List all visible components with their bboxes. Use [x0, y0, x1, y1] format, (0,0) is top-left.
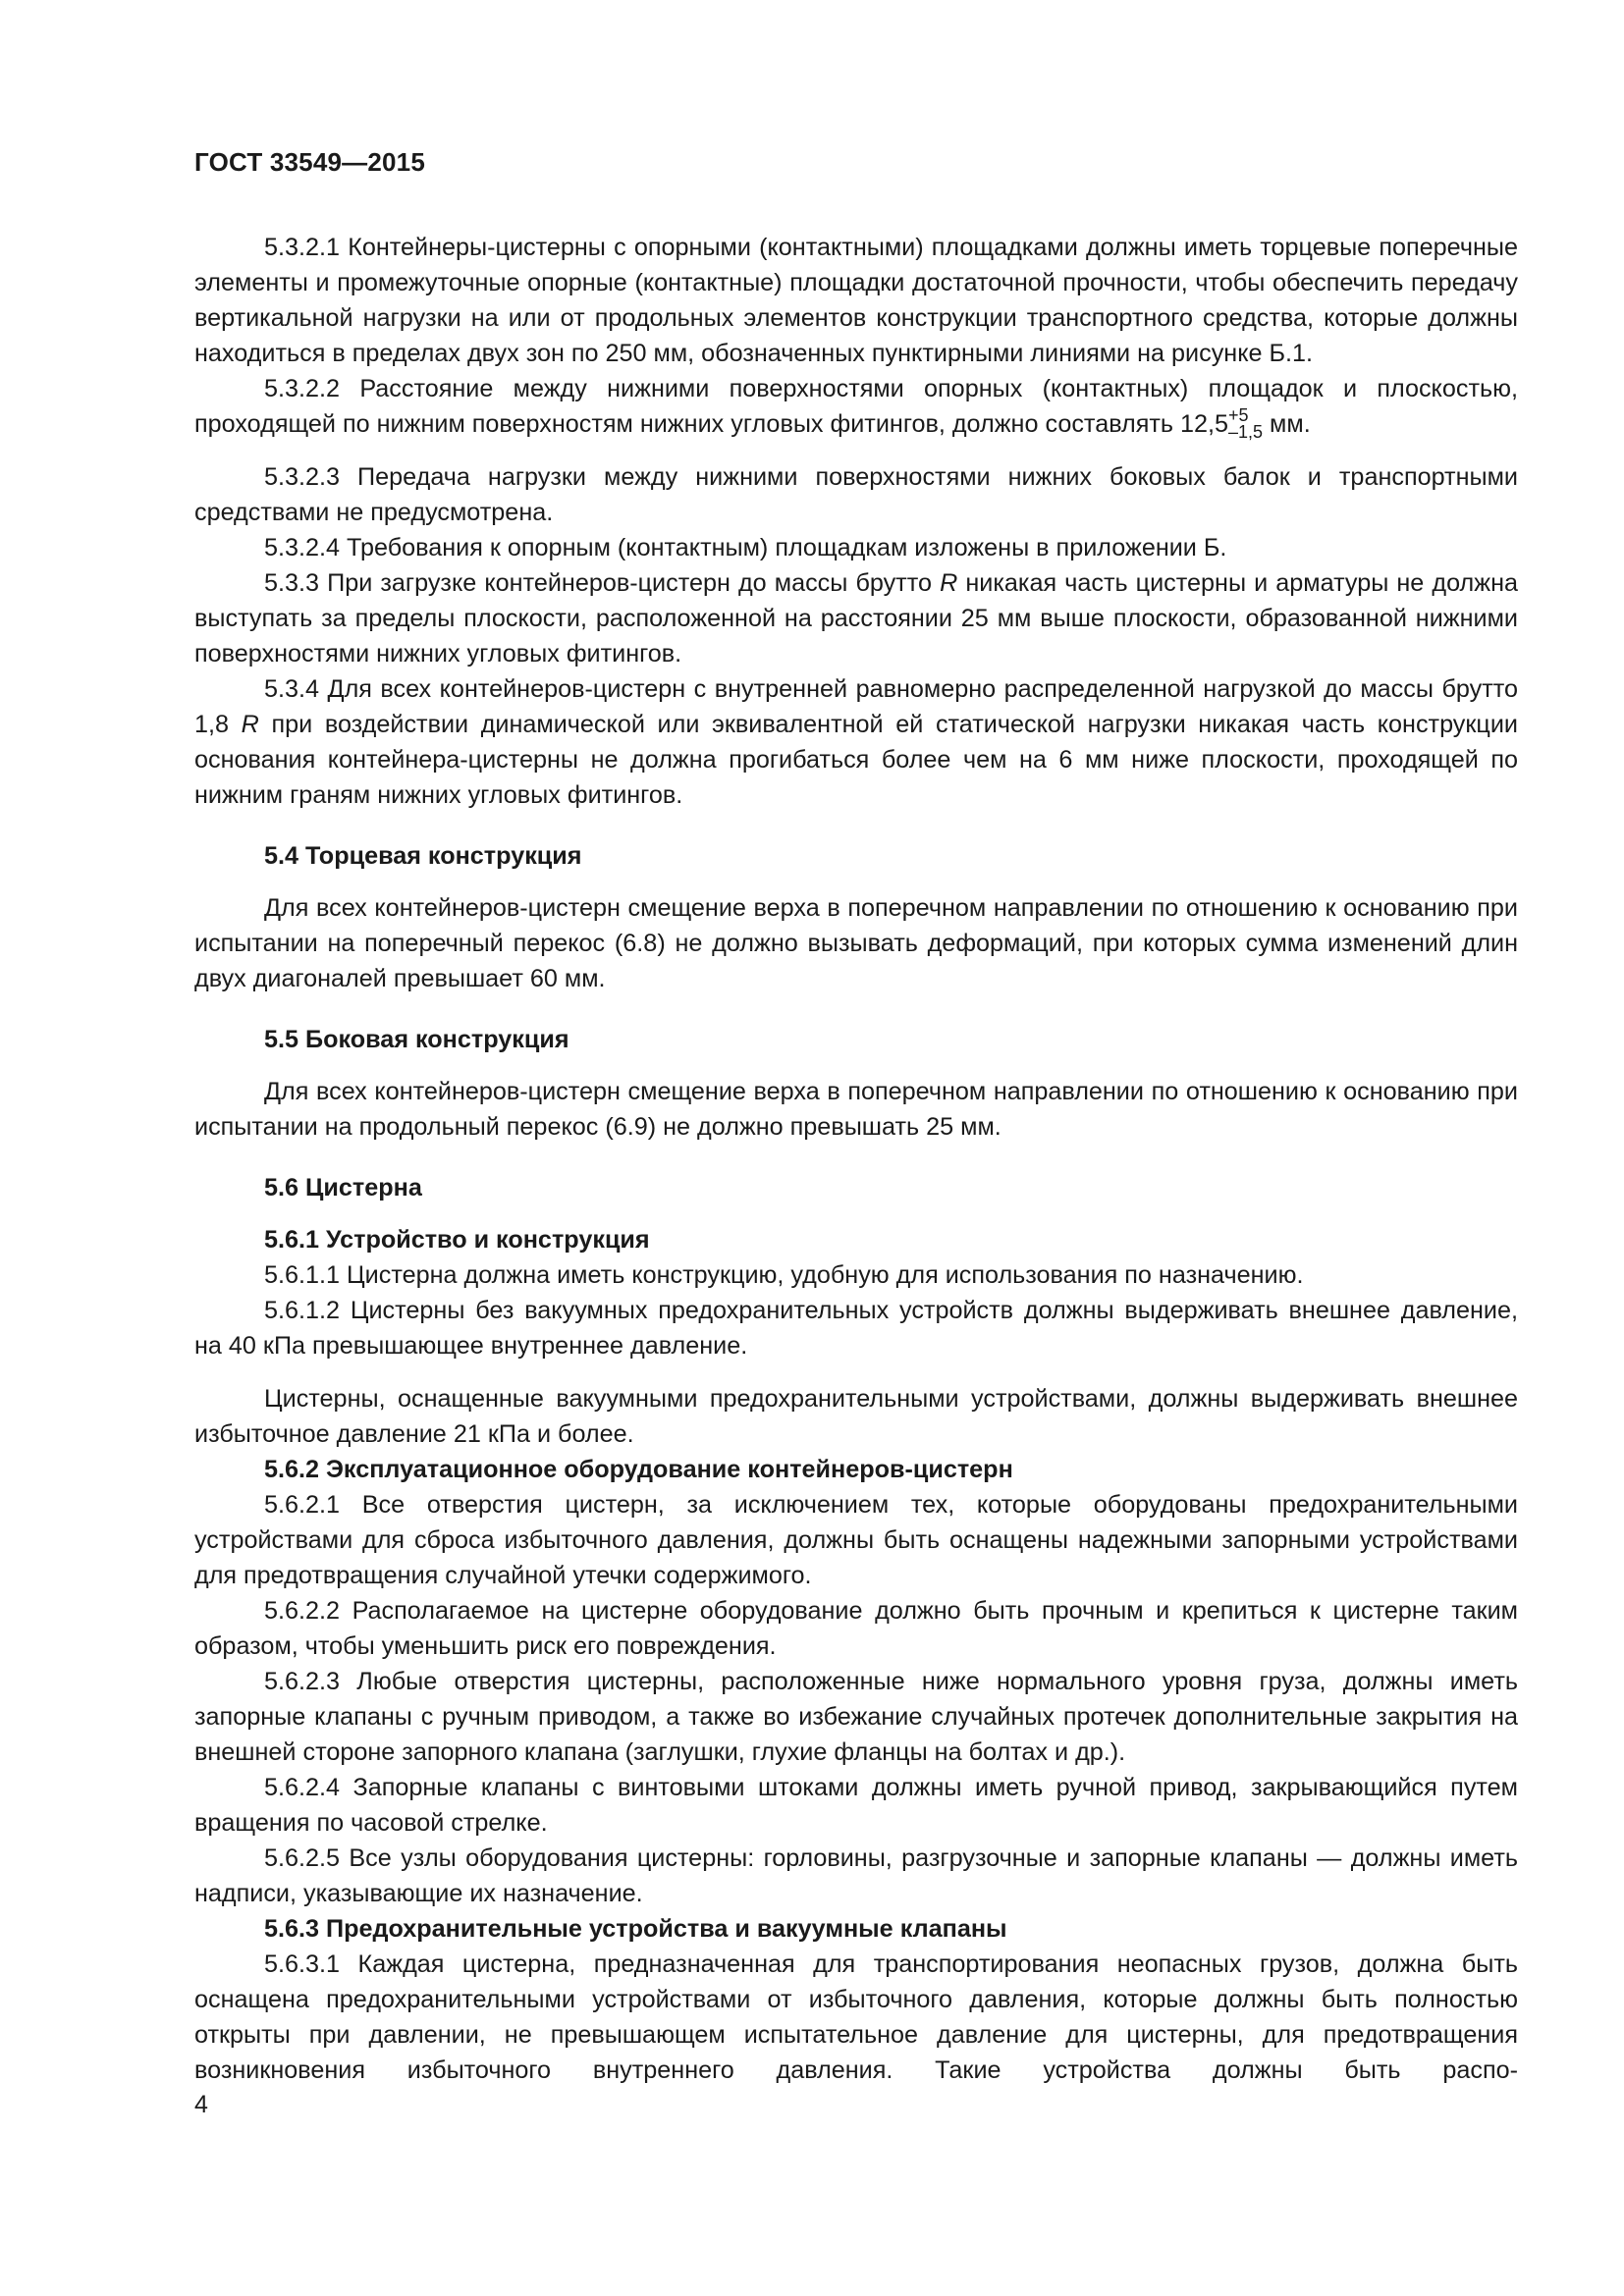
- tolerance-lower: –1,5: [1228, 422, 1264, 443]
- section-heading-5-6-1: 5.6.1 Устройство и конструкция: [264, 1226, 650, 1255]
- symbol-r: R: [241, 711, 259, 739]
- paragraph-5-6-1-2-b: Цистерны, оснащенные вакуумными предохранительными устройствами, должны выдерживать внешнее избыточное давление 21 кПа и более.: [194, 1385, 1518, 1449]
- paragraph-5-6-3-1: 5.6.3.1 Каждая цистерна, предназначенная для транспортирования неопасных грузов, должна быть оснащена предохранительными устройствами от избыточного давления, которые должны быть полностью открыты при давлении, не превышающем испытательное давление для цистерны, для предотвращения возникновения избыточного внутреннего давления. Такие устройства должны быть распо-: [194, 1950, 1518, 2085]
- tolerance: [1228, 407, 1263, 441]
- text-fragment: никакая часть цистерны и арматуры не должна выступать за пределы плоскости, расположенной на расстоянии 25 мм выше плоскости, образованной нижними поверхностями нижних угловых фитингов.: [194, 569, 1519, 668]
- paragraph-5-4: Для всех контейнеров-цистерн смещение верха в поперечном направлении по отношению к основанию при испытании на поперечный перекос (6.8) не должно вызывать деформаций, при которых сумма изменений длин двух диагоналей превышает 60 мм.: [194, 894, 1518, 993]
- tolerance-upper: +5: [1228, 405, 1249, 426]
- paragraph-5-6-2-3: 5.6.2.3 Любые отверстия цистерны, расположенные ниже нормального уровня груза, должны иметь запорные клапаны с ручным приводом, а также во избежание случайных протечек дополнительные закрытия на внешней стороне запорного клапана (заглушки, глухие фланцы на болтах и др.).: [194, 1668, 1518, 1767]
- section-heading-5-5: 5.5 Боковая конструкция: [264, 1026, 569, 1054]
- document-header: ГОСТ 33549—2015: [194, 147, 425, 177]
- paragraph-5-3-2-2-text: 5.3.2.2 Расстояние между нижними поверхностями опорных (контактных) площадок и плоскостью, проходящей по нижним поверхностям нижних угловых фитингов, должно составлять 12,5: [194, 375, 1518, 438]
- paragraph-5-6-2-2: 5.6.2.2 Располагаемое на цистерне оборудование должно быть прочным и крепиться к цистерне таким образом, чтобы уменьшить риск его повреждения.: [194, 1597, 1518, 1661]
- paragraph-5-6-2-5: 5.6.2.5 Все узлы оборудования цистерны: горловины, разгрузочные и запорные клапаны — должны иметь надписи, указывающие их назначение.: [194, 1844, 1518, 1908]
- paragraph-5-3-2-3: 5.3.2.3 Передача нагрузки между нижними поверхностями нижних боковых балок и транспортными средствами не предусмотрена.: [194, 463, 1518, 527]
- paragraph-5-3-2-1: 5.3.2.1 Контейнеры-цистерны с опорными (контактными) площадками должны иметь торцевые поперечные элементы и промежуточные опорные (контактные) площадки достаточной прочности, чтобы обеспечить передачу вертикальной нагрузки на или от продольных элементов конструкции транспортного средства, которые должны находиться в пределах двух зон по 250 мм, обозначенных пунктирными линиями на рисунке Б.1.: [194, 234, 1518, 367]
- paragraph-5-5: Для всех контейнеров-цистерн смещение верха в поперечном направлении по отношению к основанию при испытании на продольный перекос (6.9) не должно превышать 25 мм.: [194, 1078, 1518, 1142]
- section-heading-5-6-3: 5.6.3 Предохранительные устройства и вакуумные клапаны: [264, 1915, 1007, 1944]
- paragraph-5-6-2-4: 5.6.2.4 Запорные клапаны с винтовыми штоками должны иметь ручной привод, закрывающийся путем вращения по часовой стрелке.: [194, 1774, 1518, 1838]
- page-number: 4: [194, 2091, 208, 2118]
- paragraph-5-6-1-1: 5.6.1.1 Цистерна должна иметь конструкцию, удобную для использования по назначению.: [264, 1261, 1304, 1290]
- paragraph-5-3-2-2: [194, 371, 1518, 442]
- document-page: [194, 147, 1518, 2088]
- section-heading-5-4: 5.4 Торцевая конструкция: [264, 842, 582, 871]
- unit-mm: мм.: [1263, 410, 1311, 438]
- symbol-r: R: [940, 569, 958, 598]
- text-fragment: 5.3.3 При загрузке контейнеров-цистерн до массы брутто: [264, 569, 941, 598]
- paragraph-5-6-2-1: 5.6.2.1 Все отверстия цистерн, за исключением тех, которые оборудованы предохранительными устройствами для сброса избыточного давления, должны быть оснащены надежными запорными устройствами для предотвращения случайной утечки содержимого.: [194, 1491, 1518, 1590]
- paragraph-5-6-1-2: 5.6.1.2 Цистерны без вакуумных предохранительных устройств должны выдерживать внешнее давление, на 40 кПа превышающее внутреннее давление.: [194, 1297, 1518, 1361]
- paragraph-5-3-4: [194, 671, 1518, 813]
- section-heading-5-6-2: 5.6.2 Эксплуатационное оборудование контейнеров-цистерн: [264, 1456, 1013, 1484]
- paragraph-5-3-3: [194, 565, 1518, 671]
- section-heading-5-6: 5.6 Цистерна: [264, 1174, 422, 1202]
- paragraph-5-3-2-4: 5.3.2.4 Требования к опорным (контактным) площадкам изложены в приложении Б.: [264, 534, 1227, 562]
- text-fragment: при воздействии динамической или эквивалентной ей статической нагрузки никакая часть конструкции основания контейнера-цистерны не должна прогибаться более чем на 6 мм ниже плоскости, проходящей по нижним граням нижних угловых фитингов.: [194, 711, 1518, 810]
- text-fragment: 5.3.4 Для всех контейнеров-цистерн с внутренней равномерно распределенной нагрузкой до массы брутто 1,8: [194, 675, 1518, 739]
